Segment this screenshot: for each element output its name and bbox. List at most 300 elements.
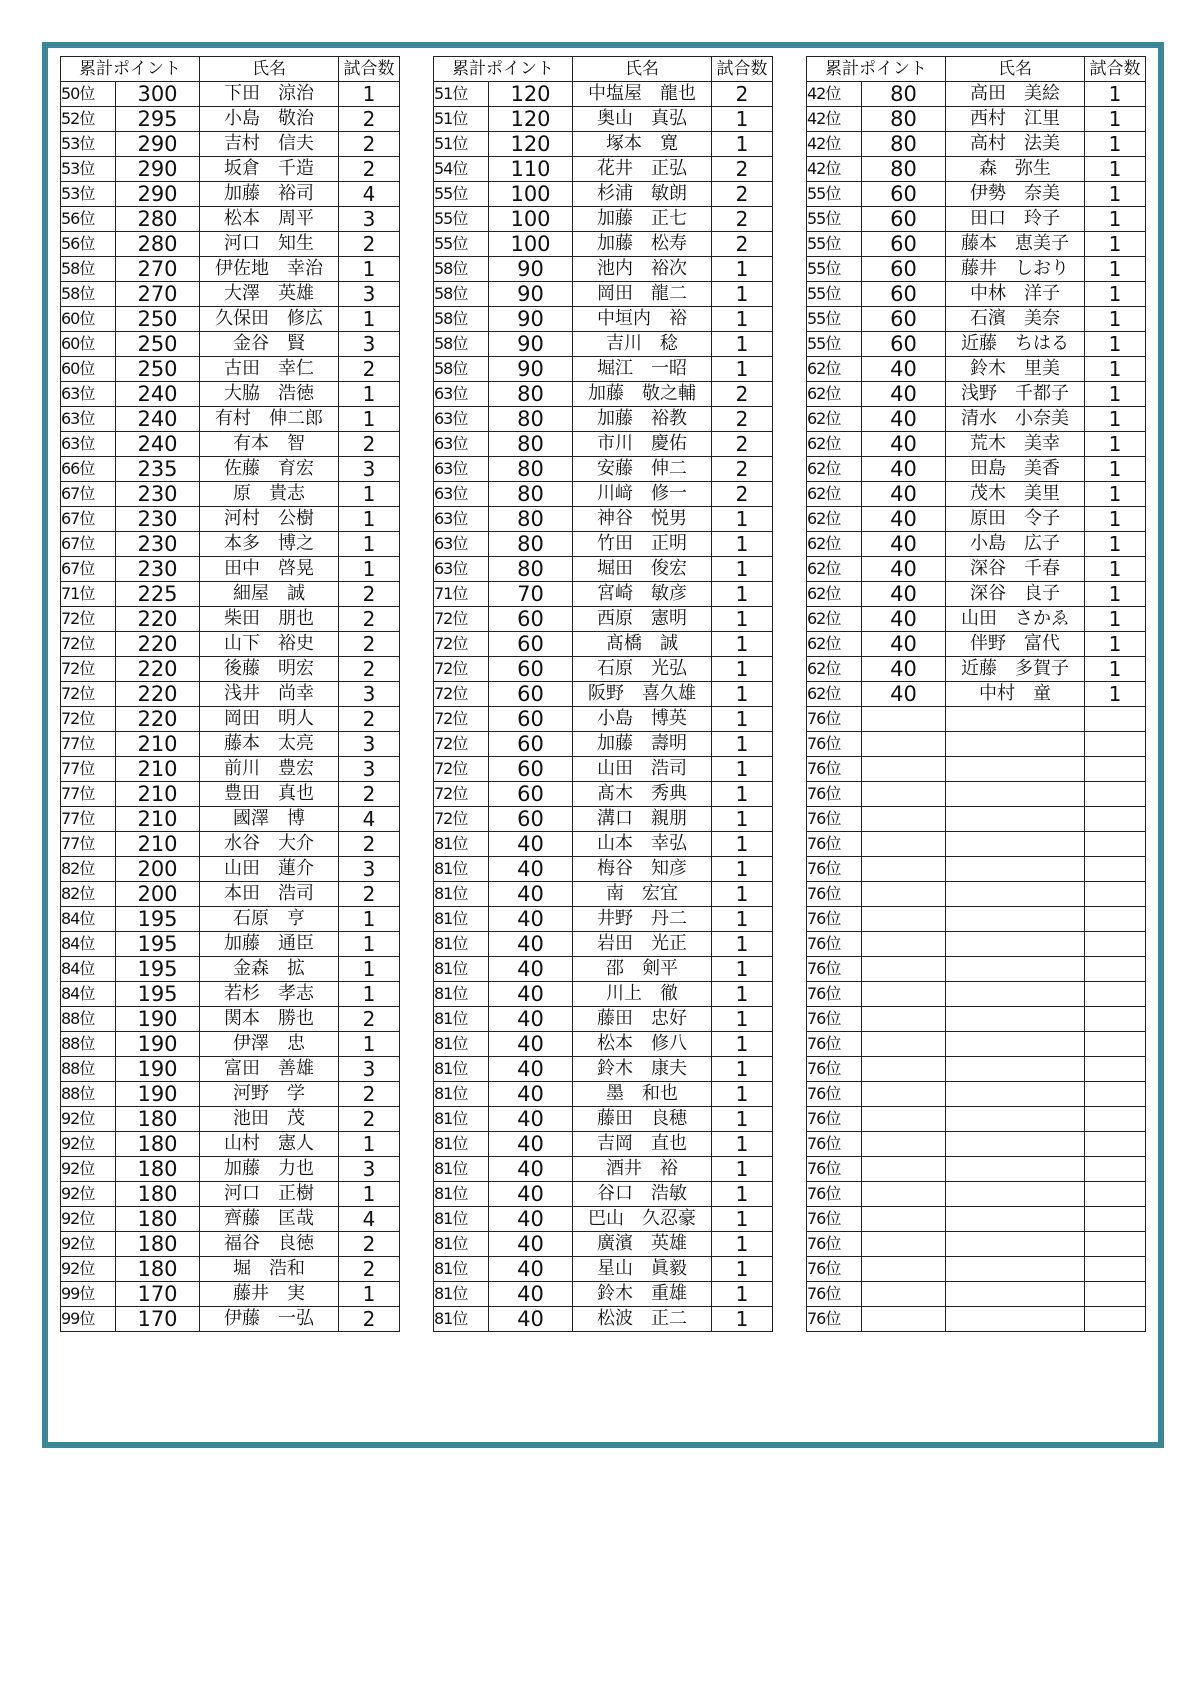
table-row — [61, 582, 400, 607]
name-cell: 齊藤 匡哉 — [200, 1207, 339, 1232]
points-cell — [862, 1157, 946, 1182]
games-cell: 1 — [712, 907, 773, 932]
table-row — [807, 1157, 1146, 1182]
rank-cell: 62位 — [807, 607, 862, 632]
rank-cell: 55位 — [434, 232, 489, 257]
points-cell: 210 — [116, 732, 200, 757]
table-row — [434, 357, 773, 382]
rank-cell: 81位 — [434, 832, 489, 857]
rank-cell: 81位 — [434, 1157, 489, 1182]
games-cell: 1 — [712, 107, 773, 132]
points-cell — [862, 782, 946, 807]
games-cell: 1 — [712, 1157, 773, 1182]
games-cell: 1 — [1085, 482, 1146, 507]
table-header-row — [434, 57, 773, 82]
points-cell: 210 — [116, 832, 200, 857]
name-cell: 久保田 修広 — [200, 307, 339, 332]
points-cell: 90 — [489, 357, 573, 382]
games-cell: 2 — [339, 1007, 400, 1032]
name-cell: 原 貴志 — [200, 482, 339, 507]
name-cell: 堀 浩和 — [200, 1257, 339, 1282]
points-cell: 40 — [489, 1107, 573, 1132]
table-row — [807, 857, 1146, 882]
rank-cell: 42位 — [807, 157, 862, 182]
points-cell: 120 — [489, 132, 573, 157]
games-cell: 2 — [339, 132, 400, 157]
games-cell: 1 — [1085, 432, 1146, 457]
points-cell: 220 — [116, 682, 200, 707]
rank-cell: 76位 — [807, 807, 862, 832]
points-cell: 80 — [489, 482, 573, 507]
table-row — [434, 307, 773, 332]
table-body — [434, 82, 773, 1332]
rank-cell: 92位 — [61, 1257, 116, 1282]
points-cell: 60 — [862, 182, 946, 207]
points-cell — [862, 1132, 946, 1157]
points-cell: 235 — [116, 457, 200, 482]
rank-cell: 81位 — [434, 1182, 489, 1207]
points-cell: 190 — [116, 1007, 200, 1032]
rank-cell: 76位 — [807, 1082, 862, 1107]
points-cell — [862, 757, 946, 782]
name-cell — [946, 707, 1085, 732]
rank-cell: 63位 — [434, 532, 489, 557]
table-row — [807, 782, 1146, 807]
games-cell: 1 — [339, 982, 400, 1007]
points-cell: 80 — [862, 82, 946, 107]
rank-cell: 72位 — [61, 607, 116, 632]
rank-cell: 76位 — [807, 1182, 862, 1207]
points-cell: 80 — [862, 132, 946, 157]
points-cell: 80 — [489, 457, 573, 482]
table-row — [61, 1257, 400, 1282]
points-cell: 40 — [489, 1307, 573, 1332]
table-row — [434, 807, 773, 832]
table-row — [61, 307, 400, 332]
name-cell: 藤本 恵美子 — [946, 232, 1085, 257]
rank-cell: 63位 — [61, 382, 116, 407]
rank-cell: 88位 — [61, 1007, 116, 1032]
table-row — [61, 1007, 400, 1032]
rank-cell: 77位 — [61, 782, 116, 807]
rank-cell: 76位 — [807, 1132, 862, 1157]
games-cell: 1 — [1085, 207, 1146, 232]
games-cell: 1 — [1085, 682, 1146, 707]
points-cell: 40 — [862, 507, 946, 532]
name-cell: 西村 江里 — [946, 107, 1085, 132]
points-cell — [862, 1182, 946, 1207]
points-cell: 230 — [116, 557, 200, 582]
games-cell: 1 — [712, 332, 773, 357]
rank-cell: 81位 — [434, 1207, 489, 1232]
games-cell: 1 — [339, 957, 400, 982]
games-cell — [1085, 932, 1146, 957]
table-row — [61, 557, 400, 582]
table-row — [807, 357, 1146, 382]
games-cell: 2 — [339, 632, 400, 657]
points-cell: 80 — [489, 382, 573, 407]
table-row — [807, 1307, 1146, 1332]
name-cell: 田口 玲子 — [946, 207, 1085, 232]
rank-cell: 55位 — [807, 332, 862, 357]
header-points: 累計ポイント — [434, 57, 573, 82]
rank-cell: 81位 — [434, 1032, 489, 1057]
name-cell: 小島 敬治 — [200, 107, 339, 132]
table-row — [434, 407, 773, 432]
points-cell: 40 — [489, 832, 573, 857]
points-cell: 230 — [116, 507, 200, 532]
points-cell: 80 — [489, 557, 573, 582]
name-cell: 溝口 親朋 — [573, 807, 712, 832]
name-cell: 堀田 俊宏 — [573, 557, 712, 582]
rank-cell: 81位 — [434, 1132, 489, 1157]
table-row — [807, 157, 1146, 182]
name-cell: 梅谷 知彦 — [573, 857, 712, 882]
rank-cell: 81位 — [434, 1257, 489, 1282]
table-row — [807, 507, 1146, 532]
rank-cell: 55位 — [807, 207, 862, 232]
name-cell: 加藤 通臣 — [200, 932, 339, 957]
points-cell: 40 — [489, 1157, 573, 1182]
points-cell: 180 — [116, 1207, 200, 1232]
rank-cell: 66位 — [61, 457, 116, 482]
table-row — [434, 1282, 773, 1307]
name-cell: 茂木 美里 — [946, 482, 1085, 507]
games-cell: 2 — [339, 232, 400, 257]
games-cell: 4 — [339, 1207, 400, 1232]
points-cell: 40 — [489, 1132, 573, 1157]
name-cell — [946, 1307, 1085, 1332]
name-cell: 前川 豊宏 — [200, 757, 339, 782]
header-name: 氏名 — [200, 57, 339, 82]
rank-cell: 58位 — [434, 332, 489, 357]
rank-cell: 88位 — [61, 1082, 116, 1107]
table-row — [61, 782, 400, 807]
table-row — [434, 1007, 773, 1032]
table-row — [807, 607, 1146, 632]
table-row — [61, 682, 400, 707]
table-row — [61, 332, 400, 357]
points-cell: 60 — [489, 732, 573, 757]
name-cell: 池内 裕次 — [573, 257, 712, 282]
points-cell: 295 — [116, 107, 200, 132]
table-row — [807, 932, 1146, 957]
games-cell: 2 — [712, 407, 773, 432]
games-cell: 2 — [339, 707, 400, 732]
games-cell: 1 — [1085, 332, 1146, 357]
table-row — [434, 232, 773, 257]
table-row — [807, 307, 1146, 332]
points-cell: 40 — [489, 1082, 573, 1107]
name-cell — [946, 757, 1085, 782]
rank-cell: 72位 — [434, 732, 489, 757]
rank-cell: 72位 — [434, 707, 489, 732]
games-cell: 1 — [712, 807, 773, 832]
points-cell: 190 — [116, 1082, 200, 1107]
name-cell: 花井 正弘 — [573, 157, 712, 182]
games-cell — [1085, 1007, 1146, 1032]
games-cell: 1 — [339, 382, 400, 407]
table-row — [434, 1157, 773, 1182]
table-row — [61, 932, 400, 957]
games-cell: 1 — [712, 732, 773, 757]
table-row — [434, 907, 773, 932]
rank-cell: 60位 — [61, 357, 116, 382]
points-cell: 40 — [862, 607, 946, 632]
points-cell: 220 — [116, 707, 200, 732]
name-cell: 塚本 寛 — [573, 132, 712, 157]
rank-cell: 81位 — [434, 957, 489, 982]
games-cell: 1 — [1085, 232, 1146, 257]
table-row — [434, 607, 773, 632]
games-cell: 1 — [1085, 132, 1146, 157]
name-cell — [946, 932, 1085, 957]
name-cell: 中塩屋 龍也 — [573, 82, 712, 107]
games-cell: 2 — [339, 1232, 400, 1257]
name-cell: 有本 智 — [200, 432, 339, 457]
ranking-table-3 — [806, 56, 1146, 1332]
table-row — [434, 782, 773, 807]
rank-cell: 53位 — [61, 182, 116, 207]
rank-cell: 76位 — [807, 982, 862, 1007]
name-cell: 田中 啓晃 — [200, 557, 339, 582]
rank-cell: 81位 — [434, 882, 489, 907]
points-cell — [862, 1107, 946, 1132]
rank-cell: 62位 — [807, 682, 862, 707]
name-cell — [946, 1132, 1085, 1157]
name-cell: 本多 博之 — [200, 532, 339, 557]
games-cell: 2 — [712, 207, 773, 232]
games-cell: 1 — [1085, 532, 1146, 557]
name-cell — [946, 907, 1085, 932]
games-cell: 2 — [712, 82, 773, 107]
table-row — [61, 632, 400, 657]
name-cell — [946, 807, 1085, 832]
table-row — [61, 407, 400, 432]
games-cell: 1 — [712, 282, 773, 307]
rank-cell: 56位 — [61, 207, 116, 232]
games-cell: 3 — [339, 1057, 400, 1082]
table-row — [434, 732, 773, 757]
name-cell: 岡田 明人 — [200, 707, 339, 732]
games-cell: 1 — [339, 557, 400, 582]
points-cell: 40 — [862, 382, 946, 407]
games-cell: 1 — [712, 982, 773, 1007]
games-cell — [1085, 782, 1146, 807]
games-cell: 1 — [1085, 307, 1146, 332]
name-cell: 奥山 真弘 — [573, 107, 712, 132]
table-row — [807, 232, 1146, 257]
points-cell: 40 — [489, 1282, 573, 1307]
rank-cell: 88位 — [61, 1057, 116, 1082]
table-row — [61, 757, 400, 782]
table-row — [434, 132, 773, 157]
rank-cell: 42位 — [807, 132, 862, 157]
table-row — [807, 457, 1146, 482]
table-row — [434, 107, 773, 132]
table-row — [61, 1107, 400, 1132]
points-cell: 70 — [489, 582, 573, 607]
points-cell: 240 — [116, 432, 200, 457]
games-cell: 1 — [339, 507, 400, 532]
name-cell: 藤井 しおり — [946, 257, 1085, 282]
points-cell: 60 — [862, 307, 946, 332]
name-cell: 深谷 千春 — [946, 557, 1085, 582]
games-cell: 2 — [339, 832, 400, 857]
rank-cell: 63位 — [434, 457, 489, 482]
points-cell: 80 — [489, 507, 573, 532]
rank-cell: 76位 — [807, 1157, 862, 1182]
points-cell: 290 — [116, 157, 200, 182]
games-cell: 3 — [339, 282, 400, 307]
rank-cell: 76位 — [807, 1257, 862, 1282]
rank-cell: 67位 — [61, 507, 116, 532]
rank-cell: 92位 — [61, 1157, 116, 1182]
table-row — [61, 1232, 400, 1257]
table-row — [434, 482, 773, 507]
points-cell — [862, 957, 946, 982]
name-cell: 藤田 忠好 — [573, 1007, 712, 1032]
games-cell: 1 — [339, 1132, 400, 1157]
points-cell: 40 — [489, 957, 573, 982]
table-row — [807, 1107, 1146, 1132]
games-cell: 1 — [1085, 282, 1146, 307]
table-row — [807, 707, 1146, 732]
name-cell — [946, 1232, 1085, 1257]
games-cell: 1 — [1085, 657, 1146, 682]
header-games: 試合数 — [1085, 57, 1146, 82]
name-cell — [946, 1182, 1085, 1207]
points-cell: 60 — [489, 707, 573, 732]
points-cell: 40 — [489, 882, 573, 907]
table-row — [434, 857, 773, 882]
points-cell — [862, 907, 946, 932]
name-cell: 中林 洋子 — [946, 282, 1085, 307]
table-row — [434, 457, 773, 482]
points-cell — [862, 882, 946, 907]
games-cell: 2 — [339, 657, 400, 682]
points-cell — [862, 807, 946, 832]
rank-cell: 55位 — [807, 307, 862, 332]
name-cell: 山田 浩司 — [573, 757, 712, 782]
rank-cell: 62位 — [807, 507, 862, 532]
rank-cell: 42位 — [807, 82, 862, 107]
table-row — [434, 1032, 773, 1057]
table-row — [61, 882, 400, 907]
table-row — [807, 1007, 1146, 1032]
table-row — [434, 1057, 773, 1082]
name-cell: 西原 憲明 — [573, 607, 712, 632]
rank-cell: 55位 — [434, 182, 489, 207]
name-cell: 南 宏宜 — [573, 882, 712, 907]
points-cell: 40 — [862, 432, 946, 457]
table-row — [807, 1282, 1146, 1307]
games-cell: 1 — [712, 507, 773, 532]
games-cell: 2 — [339, 157, 400, 182]
games-cell: 1 — [712, 132, 773, 157]
name-cell: 坂倉 千造 — [200, 157, 339, 182]
games-cell: 1 — [339, 1032, 400, 1057]
table-row — [61, 132, 400, 157]
games-cell: 2 — [712, 182, 773, 207]
name-cell: 伊澤 忠 — [200, 1032, 339, 1057]
games-cell: 1 — [712, 607, 773, 632]
points-cell: 40 — [489, 932, 573, 957]
games-cell: 1 — [712, 932, 773, 957]
name-cell: 森 弥生 — [946, 157, 1085, 182]
games-cell: 1 — [712, 1107, 773, 1132]
name-cell: 小島 博英 — [573, 707, 712, 732]
rank-cell: 55位 — [807, 232, 862, 257]
games-cell: 4 — [339, 807, 400, 832]
name-cell: 河口 知生 — [200, 232, 339, 257]
name-cell: 高村 法美 — [946, 132, 1085, 157]
table-row — [61, 1132, 400, 1157]
name-cell: 加藤 敬之輔 — [573, 382, 712, 407]
games-cell — [1085, 707, 1146, 732]
table-row — [434, 207, 773, 232]
rank-cell: 72位 — [434, 682, 489, 707]
points-cell: 40 — [862, 557, 946, 582]
table-row — [807, 982, 1146, 1007]
ranking-table-2 — [433, 56, 773, 1332]
points-cell: 230 — [116, 482, 200, 507]
points-cell: 60 — [489, 607, 573, 632]
name-cell: 石濱 美奈 — [946, 307, 1085, 332]
name-cell: 下田 涼治 — [200, 82, 339, 107]
points-cell: 60 — [489, 807, 573, 832]
games-cell: 2 — [712, 457, 773, 482]
points-cell: 100 — [489, 232, 573, 257]
table-row — [434, 82, 773, 107]
rank-cell: 81位 — [434, 1007, 489, 1032]
games-cell: 1 — [339, 257, 400, 282]
name-cell: 本田 浩司 — [200, 882, 339, 907]
table-row — [807, 682, 1146, 707]
points-cell: 300 — [116, 82, 200, 107]
points-cell: 80 — [489, 432, 573, 457]
name-cell — [946, 882, 1085, 907]
games-cell: 1 — [339, 532, 400, 557]
table-row — [434, 1132, 773, 1157]
header-name: 氏名 — [946, 57, 1085, 82]
rank-cell: 62位 — [807, 482, 862, 507]
points-cell: 60 — [862, 207, 946, 232]
games-cell — [1085, 1082, 1146, 1107]
games-cell: 2 — [339, 432, 400, 457]
rank-cell: 76位 — [807, 1057, 862, 1082]
rank-cell: 63位 — [434, 557, 489, 582]
games-cell: 2 — [339, 782, 400, 807]
rank-cell: 58位 — [434, 357, 489, 382]
points-cell: 40 — [862, 407, 946, 432]
name-cell: 吉村 信夫 — [200, 132, 339, 157]
name-cell — [946, 732, 1085, 757]
points-cell — [862, 1007, 946, 1032]
rank-cell: 63位 — [434, 482, 489, 507]
games-cell — [1085, 907, 1146, 932]
table-row — [807, 107, 1146, 132]
games-cell: 3 — [339, 857, 400, 882]
points-cell: 180 — [116, 1232, 200, 1257]
points-cell — [862, 1082, 946, 1107]
table-row — [61, 1157, 400, 1182]
table-row — [434, 1107, 773, 1132]
table-row — [807, 1207, 1146, 1232]
name-cell — [946, 1107, 1085, 1132]
table-row — [61, 457, 400, 482]
name-cell: 石原 亨 — [200, 907, 339, 932]
